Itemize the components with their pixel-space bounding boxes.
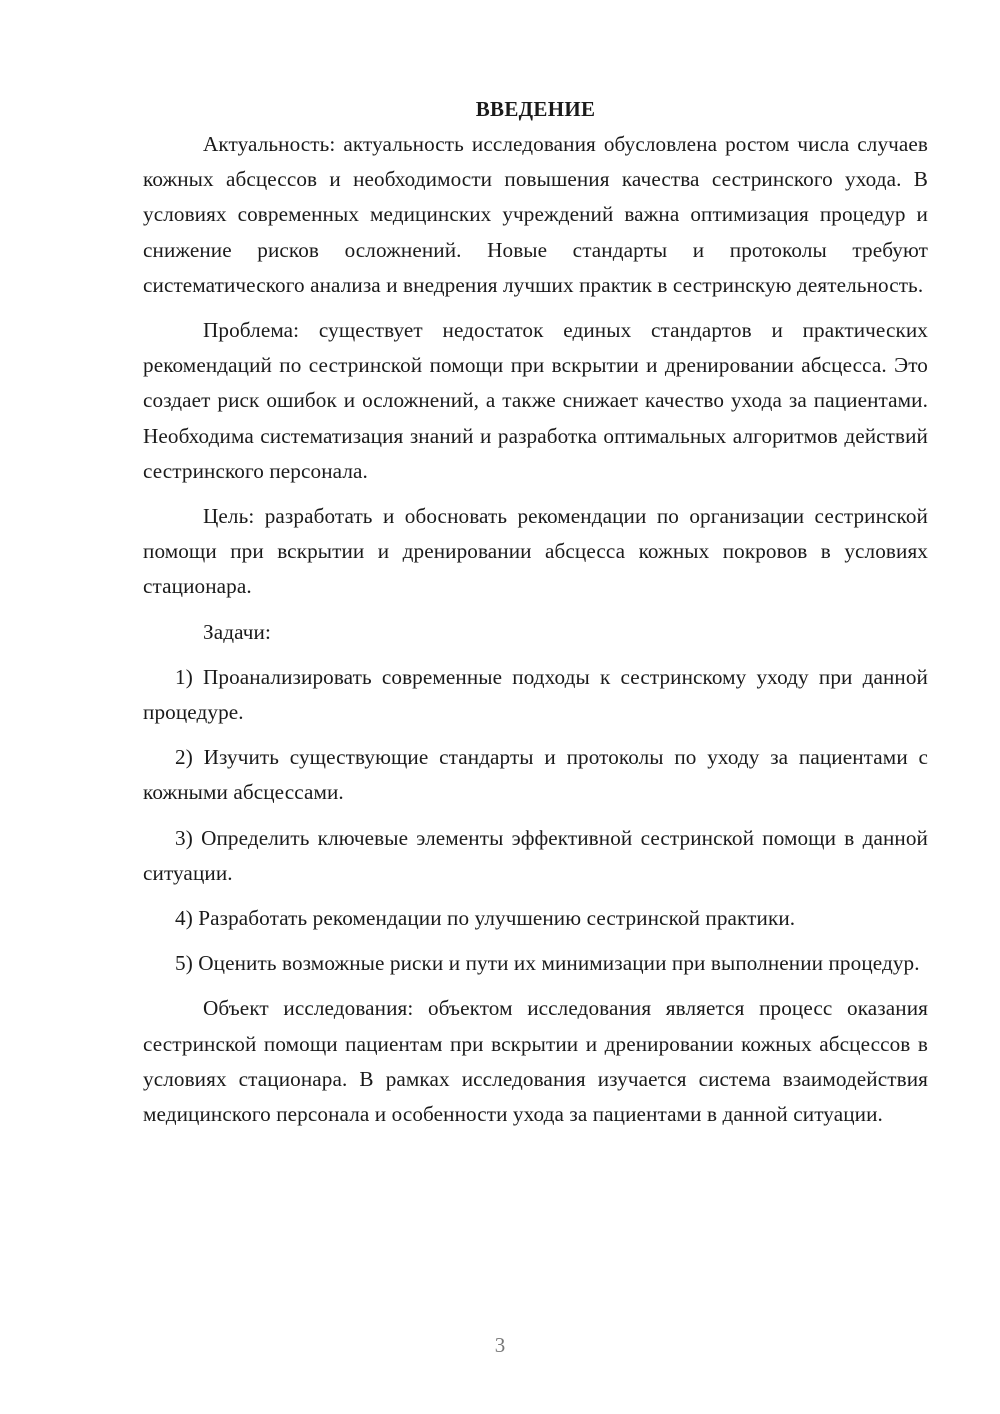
task-item: 3) Определить ключевые элементы эффективной сестринской помощи в данной ситуации. [143, 825, 928, 885]
object-paragraph: Объект исследования: объектом исследования является процесс оказания сестринской помощи пациентам при вскрытии и дренировании кожных абсцессов в условиях стационара. В рамках исследования изучается система взаимодействия медицинского персонала и особенности ухода за пациентами в данной ситуации. [143, 996, 928, 1127]
tasks-label: Задачи: [203, 619, 271, 644]
task-item: 2) Изучить существующие стандарты и протоколы по уходу за пациентами с кожными абсцессами. [143, 745, 928, 805]
problem-paragraph: Проблема: существует недостаток единых стандартов и практических рекомендаций по сестринской помощи при вскрытии и дренировании абсцесса. Это создает риск ошибок и осложнений, а также снижает качество ухода за пациентами. Необходима систематизация знаний и разработка оптимальных алгоритмов действий сестринского персонала. [143, 318, 928, 483]
task-item: 5) Оценить возможные риски и пути их минимизации при выполнении процедур. [175, 951, 920, 976]
document-page [143, 92, 928, 1132]
section-title: ВВЕДЕНИЕ [475, 97, 596, 121]
goal-paragraph: Цель: разработать и обосновать рекомендации по организации сестринской помощи при вскрытии и дренировании абсцесса кожных покровов в условиях стационара. [143, 504, 928, 599]
task-item: 4) Разработать рекомендации по улучшению сестринской практики. [175, 906, 796, 931]
task-item: 1) Проанализировать современные подходы к сестринскому уходу при данной процедуре. [143, 664, 928, 725]
relevance-paragraph: Актуальность: актуальность исследования обусловлена ростом числа случаев кожных абсцессов и необходимости повышения качества сестринского ухода. В условиях современных медицинских учреждений важна оптимизация процедур и снижение рисков осложнений. Новые стандарты и протоколы требуют систематического анализа и внедрения лучших практик в сестринскую деятельность. [143, 132, 928, 297]
page-number: 3 [494, 1333, 506, 1357]
